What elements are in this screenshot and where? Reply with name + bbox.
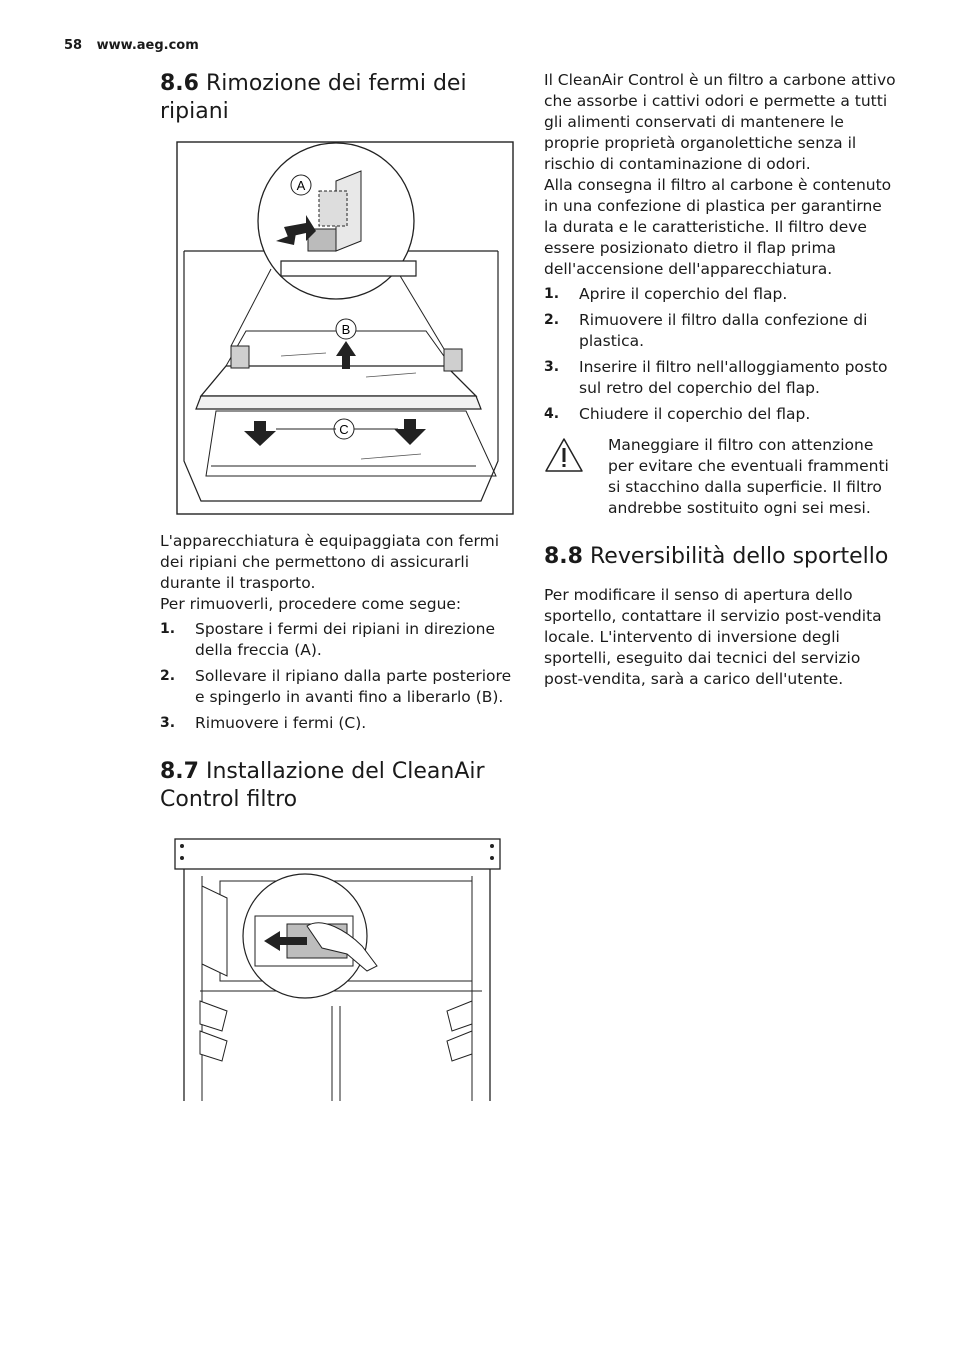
list-item	[160, 666, 514, 708]
page-header	[64, 38, 199, 53]
step-text: Spostare i fermi dei ripiani in direzione della freccia (A).	[195, 620, 496, 659]
step-number: 2.	[544, 312, 560, 328]
steps-list-8-7	[544, 284, 900, 425]
step-text: Chiudere il coperchio del flap.	[579, 405, 811, 423]
step-text: Inserire il filtro nell'alloggiamento posto sul retro del coperchio del flap.	[579, 358, 888, 397]
list-item	[544, 357, 900, 399]
section-title: Rimozione dei fermi dei ripiani	[160, 71, 467, 124]
cleanair-delivery-note: Alla consegna il filtro al carbone è contenuto in una confezione di plastica per garantirne la durata e le caratteristiche. Il filtro deve essere posizionato dietro il flap prima dell'accensione dell'apparecchiatura.	[544, 176, 892, 278]
section-title: Installazione del CleanAir Control filtro	[160, 759, 485, 812]
list-item	[544, 284, 900, 305]
section-number: 8.6	[160, 71, 199, 96]
intro-paragraph-2: Per rimuoverli, procedere come segue:	[160, 595, 462, 613]
step-text: Rimuovere i fermi (C).	[195, 714, 367, 732]
list-item	[544, 404, 900, 425]
warning-text: Maneggiare il filtro con attenzione per evitare che eventuali frammenti si stacchino dalla superficie. Il filtro andrebbe sostituito ogni sei mesi.	[608, 436, 889, 517]
section-8-7-heading	[160, 758, 514, 814]
step-number: 4.	[544, 406, 560, 422]
step-text: Aprire il coperchio del flap.	[579, 285, 788, 303]
site-url[interactable]: www.aeg.com	[96, 38, 199, 53]
step-number: 3.	[544, 359, 560, 375]
page-number: 58	[64, 38, 83, 53]
step-number: 3.	[160, 715, 176, 731]
label-a: A	[296, 178, 306, 193]
section-8-6-heading	[160, 70, 514, 126]
section-number: 8.7	[160, 759, 199, 784]
right-column	[544, 70, 900, 690]
step-number: 1.	[160, 621, 176, 637]
cleanair-filter-illustration	[172, 836, 517, 1106]
warning-triangle-icon	[544, 437, 584, 473]
step-number: 1.	[544, 286, 560, 302]
section-number: 8.8	[544, 544, 583, 569]
list-item	[544, 310, 900, 352]
section-8-8-heading	[544, 543, 900, 571]
step-number: 2.	[160, 668, 176, 684]
list-item	[160, 619, 514, 661]
reversibility-text: Per modificare il senso di apertura dello sportello, contattare il servizio post-vendita locale. L'intervento di inversione degli sportelli, eseguito dai tecnici del servizio post-vendita, sarà a carico dell'utente.	[544, 586, 882, 688]
section-title: Reversibilità dello sportello	[589, 544, 889, 569]
warning-box	[544, 435, 900, 519]
label-b: B	[341, 322, 351, 337]
steps-list-8-6	[160, 619, 514, 734]
left-column	[160, 70, 514, 1106]
step-text: Rimuovere il filtro dalla confezione di plastica.	[579, 311, 868, 350]
step-text: Sollevare il ripiano dalla parte posteriore e spingerlo in avanti fino a liberarlo (B).	[195, 667, 512, 706]
shelf-retainer-illustration	[176, 141, 514, 515]
label-c: C	[339, 422, 349, 437]
cleanair-description: Il CleanAir Control è un filtro a carbone attivo che assorbe i cattivi odori e permette a tutti gli alimenti conservati di mantenere le proprie proprietà organolettiche senza il rischio di contaminazione di odori.	[544, 71, 896, 173]
intro-paragraph: L'apparecchiatura è equipaggiata con fermi dei ripiani che permettono di assicurarli durante il trasporto.	[160, 532, 500, 592]
list-item	[160, 713, 514, 734]
